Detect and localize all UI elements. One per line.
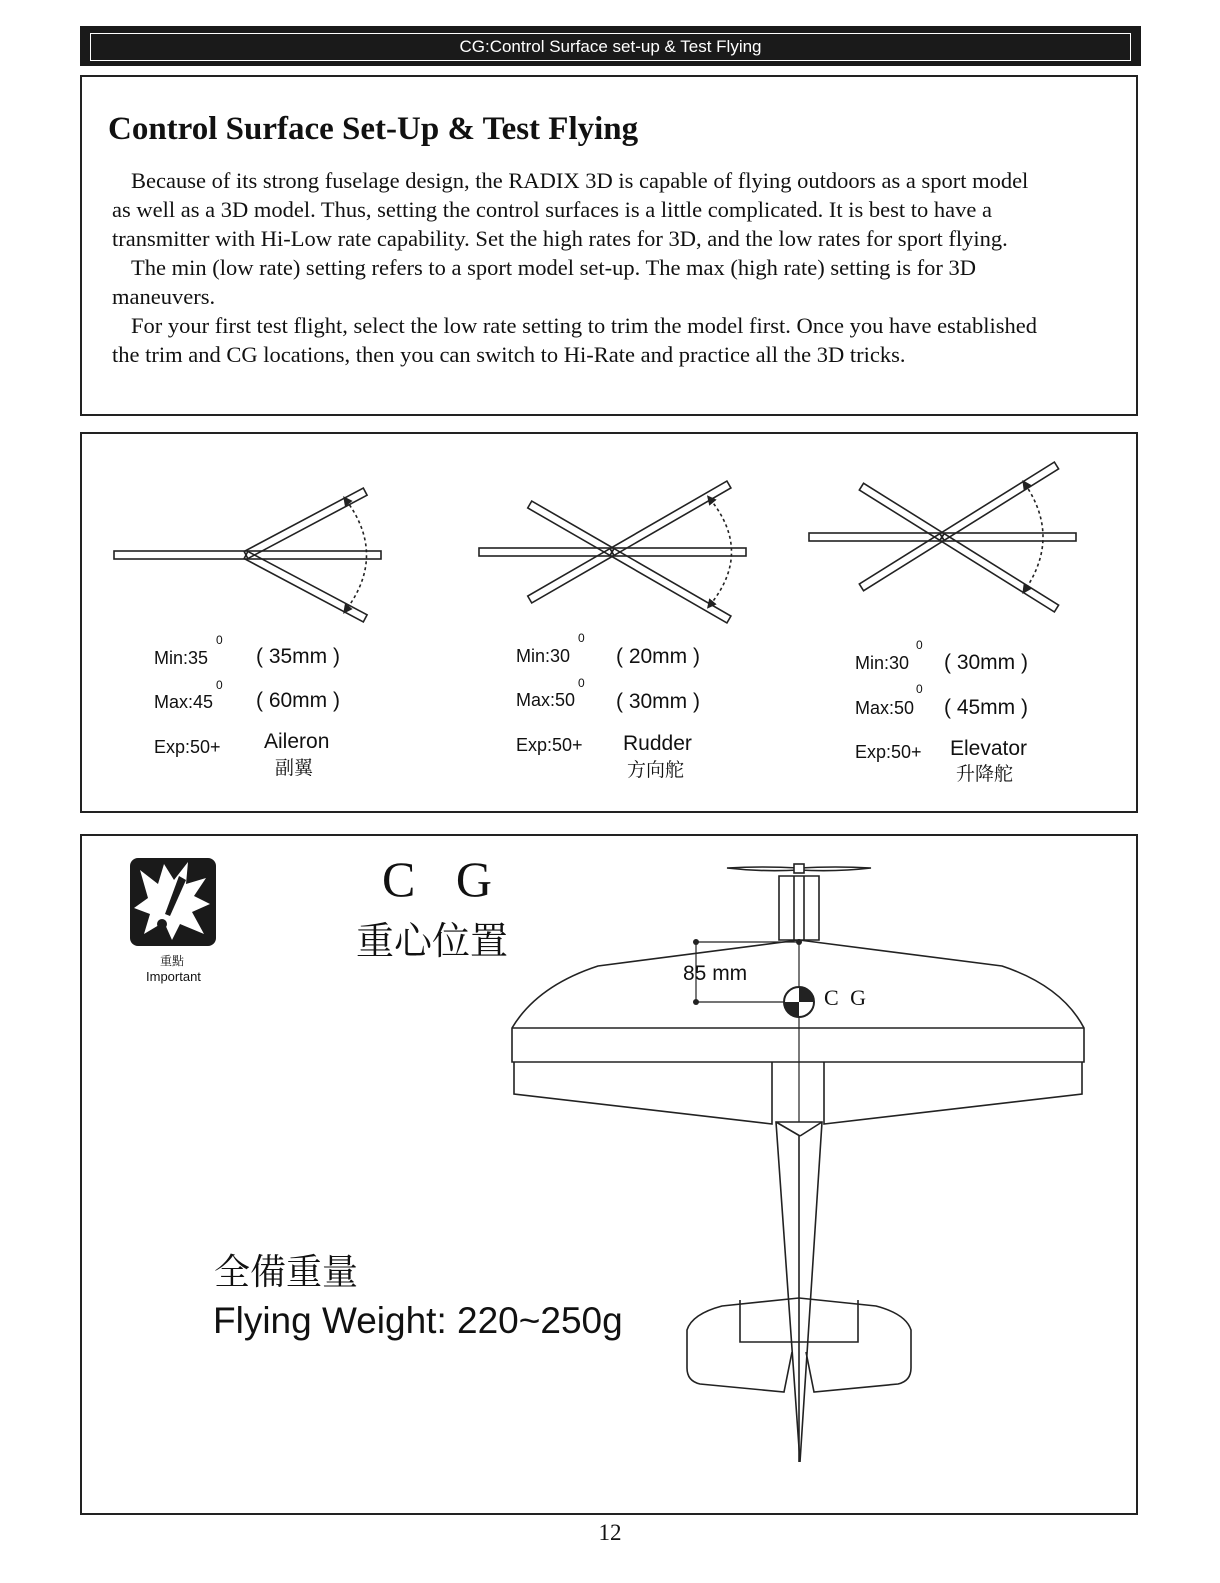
- rudder-min: Min:30: [516, 646, 571, 666]
- elevator-max-mm: ( 45mm ): [944, 696, 1028, 719]
- intro-paragraph-line: [112, 224, 1117, 254]
- aileron-exp: Exp:50+: [154, 737, 221, 757]
- text-line: as well as a 3D model. Thus, setting the control surfaces is a little complicated. It is best to have a: [112, 197, 992, 222]
- text-line: transmitter with Hi-Low rate capability. Set the high rates for 3D, and the low rates for sport flying.: [112, 226, 1008, 251]
- elevator-label-cn: 升降舵: [956, 763, 1014, 785]
- intro-paragraph-line: [112, 282, 1117, 312]
- rudder-min-mm: ( 20mm ): [616, 645, 700, 668]
- degree-mark: 0: [916, 682, 923, 696]
- aileron-max: Max:45: [154, 692, 214, 712]
- text-line: The min (low rate) setting refers to a sport model set-up. The max (high rate) setting is for 3D: [131, 255, 976, 280]
- intro-section: [80, 75, 1138, 416]
- text-line: maneuvers.: [112, 284, 216, 309]
- rudder-exp: Exp:50+: [516, 735, 583, 755]
- aileron-min-mm: ( 35mm ): [256, 645, 340, 668]
- intro-paragraph-line: [112, 340, 1117, 370]
- aileron-min: Min:35: [154, 648, 209, 668]
- flying-weight: Flying Weight: 220~250g: [213, 1300, 623, 1341]
- intro-paragraph: [112, 166, 1117, 196]
- intro-paragraph: [112, 253, 1117, 283]
- degree-mark: 0: [216, 678, 223, 692]
- cg-title: C G: [382, 851, 506, 907]
- degree-mark: 0: [216, 633, 223, 647]
- important-label: Important: [146, 969, 201, 984]
- aileron-diagram: [114, 488, 381, 622]
- rudder-max-mm: ( 30mm ): [616, 690, 700, 713]
- important-label-cn: 重點: [160, 954, 185, 968]
- aileron-label-cn: 副翼: [275, 757, 314, 779]
- elevator-min-mm: ( 30mm ): [944, 651, 1028, 674]
- text-line: For your first test flight, select the low rate setting to trim the model first. Once you have established: [131, 313, 1038, 338]
- degree-mark: 0: [916, 638, 923, 652]
- section-title: Control Surface Set-Up & Test Flying: [108, 111, 639, 147]
- intro-paragraph-line: [112, 195, 1117, 225]
- header-title: CG:Control Surface set-up & Test Flying: [90, 33, 1131, 61]
- degree-mark: 0: [578, 631, 585, 645]
- aileron-max-mm: ( 60mm ): [256, 689, 340, 712]
- cg-marker-label: C G: [824, 985, 870, 1010]
- cg-marker-icon: [784, 987, 814, 1017]
- rudder-label: Rudder: [623, 732, 692, 755]
- important-icon: [130, 858, 216, 946]
- cg-title-cn: 重心位置: [356, 919, 509, 963]
- left-aileron: [514, 1062, 772, 1124]
- propeller: [727, 864, 871, 873]
- rudder-diagram: [479, 481, 746, 623]
- right-aileron: [824, 1062, 1082, 1124]
- airplane-topview-diagram: [82, 836, 1136, 1513]
- elevator-label: Elevator: [950, 737, 1028, 760]
- degree-mark: 0: [578, 676, 585, 690]
- rudder-label-cn: 方向舵: [627, 759, 685, 781]
- header-bar: [80, 26, 1141, 66]
- text-line: the trim and CG locations, then you can switch to Hi-Rate and practice all the 3D tricks.: [112, 342, 906, 367]
- elevator-diagram: [809, 462, 1076, 612]
- cg-distance-label: 85 mm: [683, 962, 748, 985]
- rudder-max: Max:50: [516, 690, 576, 710]
- elevator-max: Max:50: [855, 698, 915, 718]
- text-line: Because of its strong fuselage design, the RADIX 3D is capable of flying outdoors as a sport model: [131, 168, 1029, 193]
- elevator-min: Min:30: [855, 653, 910, 673]
- cg-section: [80, 834, 1138, 1515]
- aileron-label: Aileron: [264, 730, 330, 753]
- elevator-exp: Exp:50+: [855, 742, 922, 762]
- intro-paragraph: [112, 311, 1117, 341]
- page-number: 12: [598, 1520, 622, 1545]
- surfaces-section: [80, 432, 1138, 813]
- flying-weight-cn: 全備重量: [214, 1252, 359, 1293]
